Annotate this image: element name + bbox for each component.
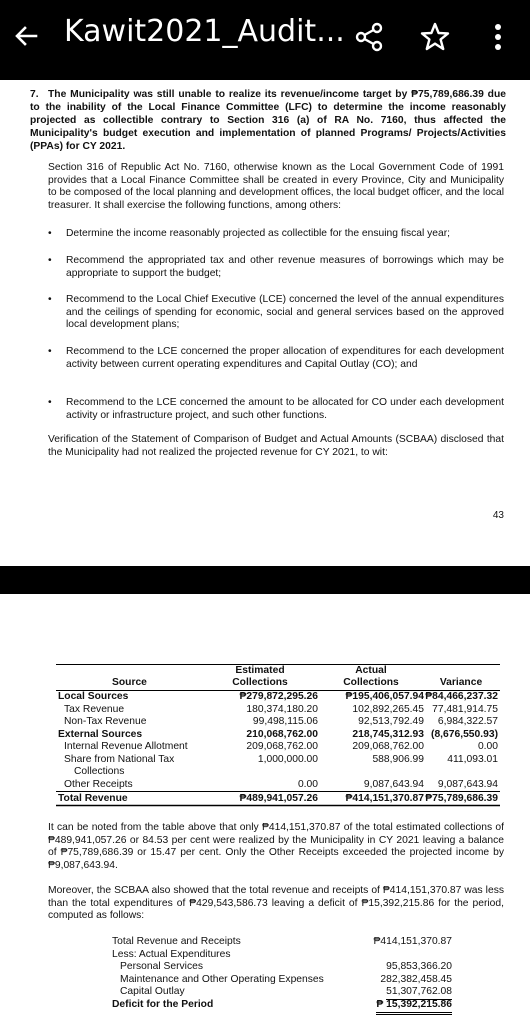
paragraph-deficit: Moreover, the SCBAA also showed that the total revenue and receipts of ₱414,151,370.87 was less than the total expenditures of ₱429,543,586.73 leaving a deficit of ₱15,392,215.86 for the period, computed as follows: bbox=[48, 885, 504, 921]
header-actual-collections: Collections bbox=[343, 677, 399, 688]
computation-row: Personal Services 95,853,366.20 bbox=[120, 961, 452, 972]
bullet-item: • Recommend to the LCE concerned the proper allocation of expenditures for each development activity between current operating expenditures and Capital Outlay (CO); and bbox=[48, 346, 504, 370]
arrow-left-icon[interactable] bbox=[8, 18, 44, 54]
table-row: Non-Tax Revenue 99,498,115.06 92,513,792.49 6,984,322.57 bbox=[64, 716, 498, 727]
paragraph-analysis: It can be noted from the table above that only ₱414,151,370.87 of the total estimated collections of ₱489,941,057.26 or 84.53 per cent were realized by the Municipality in CY 2021 leaving a balance of ₱75,789,686.39 or 15.47 per cent. Only the Other Receipts exceeded the projected income by ₱9,087,643.94. bbox=[48, 822, 504, 871]
bullet-dot-icon: • bbox=[48, 294, 52, 305]
computation-row: Total Revenue and Receipts ₱414,151,370.87 bbox=[112, 936, 452, 947]
finding-number: 7. bbox=[30, 89, 39, 100]
header-variance: Variance bbox=[439, 677, 483, 688]
star-outline-icon[interactable] bbox=[418, 20, 452, 54]
table-row: External Sources 210,068,762.00 218,745,312.93 (8,676,550.93) bbox=[58, 728, 498, 740]
computation-row: Less: Actual Expenditures bbox=[112, 948, 231, 960]
header-estimated-collections: Collections bbox=[232, 677, 288, 688]
computation-row: Maintenance and Other Operating Expenses 282,382,458.45 bbox=[120, 973, 452, 985]
bullet-item: • Recommend to the LCE concerned the amount to be allocated for CO under each development activity or infrastructure project, and such other functions. bbox=[48, 397, 504, 421]
table-row: Internal Revenue Allotment 209,068,762.00 209,068,762.00 0.00 bbox=[64, 741, 498, 752]
more-vert-icon[interactable] bbox=[486, 22, 510, 52]
bullet-dot-icon: • bbox=[48, 397, 52, 408]
bullet-item: • Recommend to the Local Chief Executive (LCE) concerned the level of the annual expenditures and the ceilings of spending for economic, social and general services based on the approved local development plans; bbox=[48, 294, 504, 330]
bullet-item: • Determine the income reasonably projected as collectible for the ensuing fiscal year; bbox=[48, 228, 451, 239]
table-header-row-1 bbox=[56, 665, 500, 678]
bullet-dot-icon: • bbox=[48, 346, 52, 357]
header-source: Source bbox=[112, 677, 147, 688]
header-estimated: Estimated bbox=[235, 665, 285, 676]
computation-total-row: Deficit for the Period ₱ 15,392,215.86 bbox=[112, 999, 452, 1012]
table-row: Collections bbox=[74, 766, 125, 777]
bullet-item: • Recommend the appropriated tax and other revenue measures of borrowings which may be appropriate to support the budget; bbox=[48, 255, 504, 279]
document-page-1[interactable] bbox=[0, 80, 530, 566]
table-header-row-2 bbox=[56, 677, 500, 690]
paragraph-section-316: Section 316 of Republic Act No. 7160, otherwise known as the Local Government Code of 1991 provides that a Local Finance Committee shall be created in every Province, City and Municipality to be composed of the local planning and development offices, the local budget officer, and the local treasurer. It shall exercise the following functions, among others: bbox=[48, 162, 504, 211]
page-number: 43 bbox=[492, 510, 504, 521]
computation-row: Capital Outlay 51,307,762.08 bbox=[112, 986, 452, 999]
table-row: Local Sources ₱279,872,295.26 ₱195,406,057.94 ₱84,466,237.32 bbox=[58, 691, 498, 702]
table-row: Other Receipts 0.00 9,087,643.94 9,087,643.94 bbox=[64, 778, 498, 790]
bullet-dot-icon: • bbox=[48, 255, 52, 266]
app-bar bbox=[0, 0, 530, 80]
table-row: Tax Revenue 180,374,180.20 102,892,265.45 77,481,914.75 bbox=[64, 703, 498, 715]
document-title: Kawit2021_Audit... bbox=[64, 14, 345, 49]
table-total-row: Total Revenue ₱489,941,057.26 ₱414,151,370.87 ₱75,789,686.39 bbox=[58, 792, 498, 804]
paragraph-verification: Verification of the Statement of Comparison of Budget and Actual Amounts (SCBAA) disclosed that the Municipality had not realized the projected revenue for CY 2021, to wit: bbox=[48, 434, 504, 458]
document-page-2[interactable] bbox=[0, 594, 530, 1024]
share-icon[interactable] bbox=[352, 20, 386, 54]
finding-text: The Municipality was still unable to realize its revenue/income target by ₱75,789,686.39 due to the inability of the Local Finance Committee (LFC) to determine the income reasonably projected as collectible contrary to Section 316 (a) of RA No. 7160, thus affected the Municipality's budget execution and implementation of planned Programs/ Projects/Activities (PPAs) for CY 2021. bbox=[30, 89, 506, 152]
header-actual: Actual bbox=[355, 665, 387, 676]
bullet-dot-icon: • bbox=[48, 228, 52, 239]
finding-heading bbox=[30, 88, 506, 153]
page-separator bbox=[0, 566, 530, 594]
table-row: Share from National Tax 1,000,000.00 588,906.99 411,093.01 bbox=[64, 753, 498, 765]
